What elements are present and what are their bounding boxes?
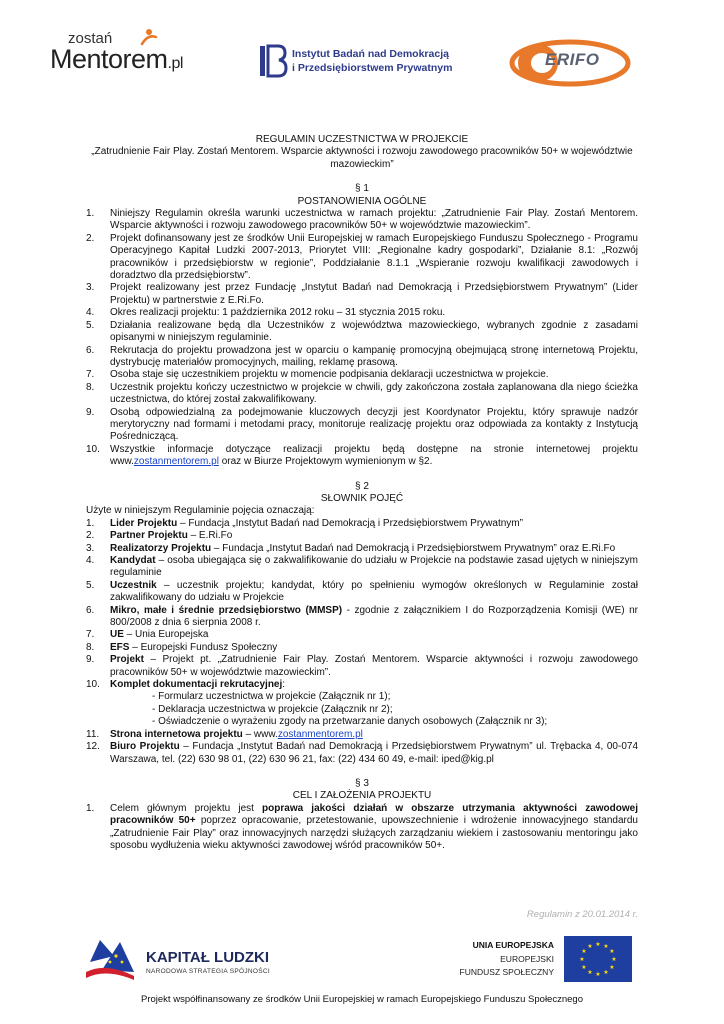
logo3-text: ERIFO <box>545 50 600 69</box>
list-item: 6. Mikro, małe i średnie przedsiębiorstwo (MMSP) - zgodnie z załącznikiem I do Rozporządzenia Komisji (WE) nr 800/2008 z dnia 6 sierpnia 2008 r. <box>86 604 638 629</box>
svg-text:★: ★ <box>611 956 617 963</box>
sub-item: - Formularz uczestnictwa w projekcie (Załącznik nr 1); <box>152 691 391 703</box>
list-item: 4. Okres realizacji projektu: 1 października 2012 roku – 31 stycznia 2015 roku. <box>86 307 446 319</box>
logo2-line2: i Przedsiębiorstwem Prywatnym <box>292 62 453 74</box>
footer-logos <box>0 928 724 988</box>
svg-text:★: ★ <box>603 943 609 950</box>
ue-line1: UNIA EUROPEJSKA <box>472 940 554 950</box>
svg-text:★: ★ <box>587 969 593 976</box>
ue-line3: FUNDUSZ SPOŁECZNY <box>459 967 554 977</box>
cofinancing-note: Projekt współfinansowany ze środków Unii Europejskiej w ramach Europejskiego Funduszu Społecznego <box>141 994 583 1005</box>
svg-text:★: ★ <box>587 943 593 950</box>
kl-subtitle: NARODOWA STRATEGIA SPÓJNOŚCI <box>146 968 270 975</box>
website-link[interactable]: zostanmentorem.pl <box>133 456 219 468</box>
section3-heading: CEL I ZAŁOŻENIA PROJEKTU <box>292 790 432 802</box>
list-item: 12. Biuro Projektu – Fundacja „Instytut Badań nad Demokracją i Przedsiębiorstwem Prywatnym” ul. Trębacka 4, 00-074 Warszawa, tel. (22) 630 98 01, (22) 630 96 21, fax: (22) 434 60 49, e-mail: iped@kig.pl <box>86 741 639 765</box>
list-item: 7. Osoba staje się uczestnikiem projektu w momencie podpisania deklaracji uczestnictwa w projekcie. <box>86 369 549 381</box>
list-item: 11. Strona internetowa projektu – www.zostanmentorem.pl <box>86 728 363 740</box>
section2-number: § 2 <box>355 480 369 492</box>
list-item: 10. Wszystkie informacje dotyczące realizacji projektu będą dostępne na stronie internetowej projektu www.zostanmentorem.pl oraz w Biurze Projektowym wymienionym w §2. <box>86 443 638 468</box>
list-item: 2. Partner Projektu – E.Ri.Fo <box>86 530 233 542</box>
list-item: 9. Osobą odpowiedzialną za podejmowanie kluczowych decyzji jest Koordynator Projektu, który sprawuje nadzór merytoryczny nad formami i metodami pracy, monitoruje realizację projektu oraz odpowiada za kontakty z Instytucją Pośredniczącą. <box>86 406 638 443</box>
erifo-logo <box>508 38 632 88</box>
list-item: 8. EFS – Europejski Fundusz Społeczny <box>86 641 278 653</box>
kapital-ludzki-logo <box>86 932 286 982</box>
kapital-ludzki-flag-icon <box>86 932 138 982</box>
list-item: 5. Działania realizowane będą dla Uczestników z województwa mazowieckiego, wybranych zgodnie z zasadami opisanymi w niniejszym regulaminie. <box>86 319 638 344</box>
list-item: 10. Komplet dokumentacji rekrutacyjnej: - Formularz uczestnictwa w projekcie (Załącznik nr 1); - Deklaracja uczestnictwa w projekcie (Załącznik nr 2); - Oświadczenie o wyrażeniu zgody na przetwarzanie danych osobowych (Załącznik nr 3); <box>86 679 638 729</box>
list-item: 1. Lider Projektu – Fundacja „Instytut Badań nad Demokracją i Przedsiębiorstwem Prywatnym” <box>86 517 523 529</box>
list-item: 1. Niniejszy Regulamin określa warunki uczestnictwa w ramach projektu: „Zatrudnienie Fair Play. Zostań Mentorem. Wsparcie aktywności i rozwoju zawodowego pracowników 50+ w województwie mazowieckim”. <box>86 208 638 232</box>
eu-esf-logo <box>420 940 640 986</box>
svg-text:★: ★ <box>581 948 587 955</box>
list-item: 1. Celem głównym projektu jest poprawa jakości działań w obszarze utrzymania aktywności zawodowej pracowników 50+ poprzez opracowanie, przetestowanie, upowszechnienie i wdrożenie innowacyjnego standardu „Zatrudnienie Fair Play” oraz innowacyjnych narzędzi służących zarządzaniu wiekiem i zastosowaniu mentoringu jako sposobu wydłużenia wieku aktywności zawodowej wśród pracowników 50+. <box>86 802 638 851</box>
section2-heading: SŁOWNIK POJĘĆ <box>320 492 404 504</box>
svg-text:★: ★ <box>595 971 601 978</box>
section1-heading: POSTANOWIENIA OGÓLNE <box>297 195 427 207</box>
list-item: 3. Realizatorzy Projektu – Fundacja „Instytut Badań nad Demokracją i Przedsiębiorstwem Prywatnym” oraz E.Ri.Fo <box>86 542 616 554</box>
list-item: 7. UE – Unia Europejska <box>86 629 209 641</box>
list-item: 3. Projekt realizowany jest przez Fundację „Instytut Badań nad Demokracją i Przedsiębiorstwem Prywatnym” (Lider Projektu) w partnerstwie z E.Ri.Fo. <box>86 282 638 306</box>
logo1-small-text: zostań <box>68 30 113 47</box>
svg-text:★: ★ <box>609 964 615 971</box>
header-logos <box>0 0 724 120</box>
sub-item: - Deklaracja uczestnictwa w projekcie (Załącznik nr 2); <box>152 703 393 715</box>
svg-text:★: ★ <box>595 941 601 948</box>
doc-subtitle: „Zatrudnienie Fair Play. Zostań Mentorem. Wsparcie aktywności i rozwoju zawodowego pracowników 50+ w województwie mazowieckim” <box>91 146 633 170</box>
section2-list <box>86 518 638 766</box>
list-item: 6. Rekrutacja do projektu prowadzona jest w oparciu o kampanię promocyjną obejmującą stronę internetową Projektu, dystrybucję materiałów promocyjnych, mailing, reklamę prasową. <box>86 344 638 368</box>
list-item: 2. Projekt dofinansowany jest ze środków Unii Europejskiej w ramach Europejskiego Funduszu Społecznego - Programu Operacyjnego Kapitał Ludzki 2007-2013, Priorytet VIII: „Regionalne kadry gospodarki”, Działanie 8.1: „Rozwój pracowników i przedsiębiorstw w regionie”, Poddziałanie 8.1.1 „Wspieranie rozwoju kwalifikacji zawodowych i doradztwo dla przedsiębiorstw”. <box>86 232 638 282</box>
svg-text:★: ★ <box>609 948 615 955</box>
ue-line2: EUROPEJSKI <box>500 954 554 964</box>
list-item: 9. Projekt – Projekt pt. „Zatrudnienie Fair Play. Zostań Mentorem. Wsparcie aktywności i rozwoju zawodowego pracowników 50+ w województwie mazowieckim”. <box>86 654 638 678</box>
list-item: 5. Uczestnik – uczestnik projektu; kandydat, który po spełnieniu wymogów określonych w Regulaminie został zakwalifikowany do udziału w Projekcie <box>86 579 638 604</box>
section3-list <box>86 803 638 853</box>
document-body <box>86 134 638 852</box>
list-item: 4. Kandydat – osoba ubiegająca się o zakwalifikowanie do udziału w Projekcie na podstawie zasad ujętych w niniejszym regulaminie <box>86 555 638 579</box>
svg-text:★: ★ <box>581 964 587 971</box>
logo1-big-text: Mentorem.pl <box>50 44 183 74</box>
section1-number: § 1 <box>355 183 369 195</box>
ib-monogram-icon <box>258 44 288 78</box>
ibndipp-logo <box>258 44 458 80</box>
kl-title: KAPITAŁ LUDZKI <box>146 949 270 966</box>
svg-text:★: ★ <box>603 969 609 976</box>
section1-list <box>86 208 638 469</box>
revision-date: Regulamin z 20.01.2014 r. <box>526 909 638 920</box>
logo2-line1: Instytut Badań nad Demokracją <box>292 48 449 60</box>
zostan-mentorem-logo <box>46 22 196 82</box>
doc-title: REGULAMIN UCZESTNICTWA W PROJEKCIE <box>255 134 469 145</box>
list-item: 8. Uczestnik projektu kończy uczestnictwo w projekcie w chwili, gdy zakończona została zaplanowana dla niego ścieżka uczestnictwa, do której został zakwalifikowany. <box>86 381 638 406</box>
sub-item: - Oświadczenie o wyrażeniu zgody na przetwarzanie danych osobowych (Załącznik nr 3); <box>152 716 548 728</box>
section2-intro: Użyte w niniejszym Regulaminie pojęcia oznaczają: <box>86 505 315 517</box>
svg-text:★: ★ <box>579 956 585 963</box>
section3-number: § 3 <box>355 777 369 789</box>
website-link[interactable]: zostanmentorem.pl <box>277 728 363 740</box>
eu-flag-icon <box>564 936 632 982</box>
